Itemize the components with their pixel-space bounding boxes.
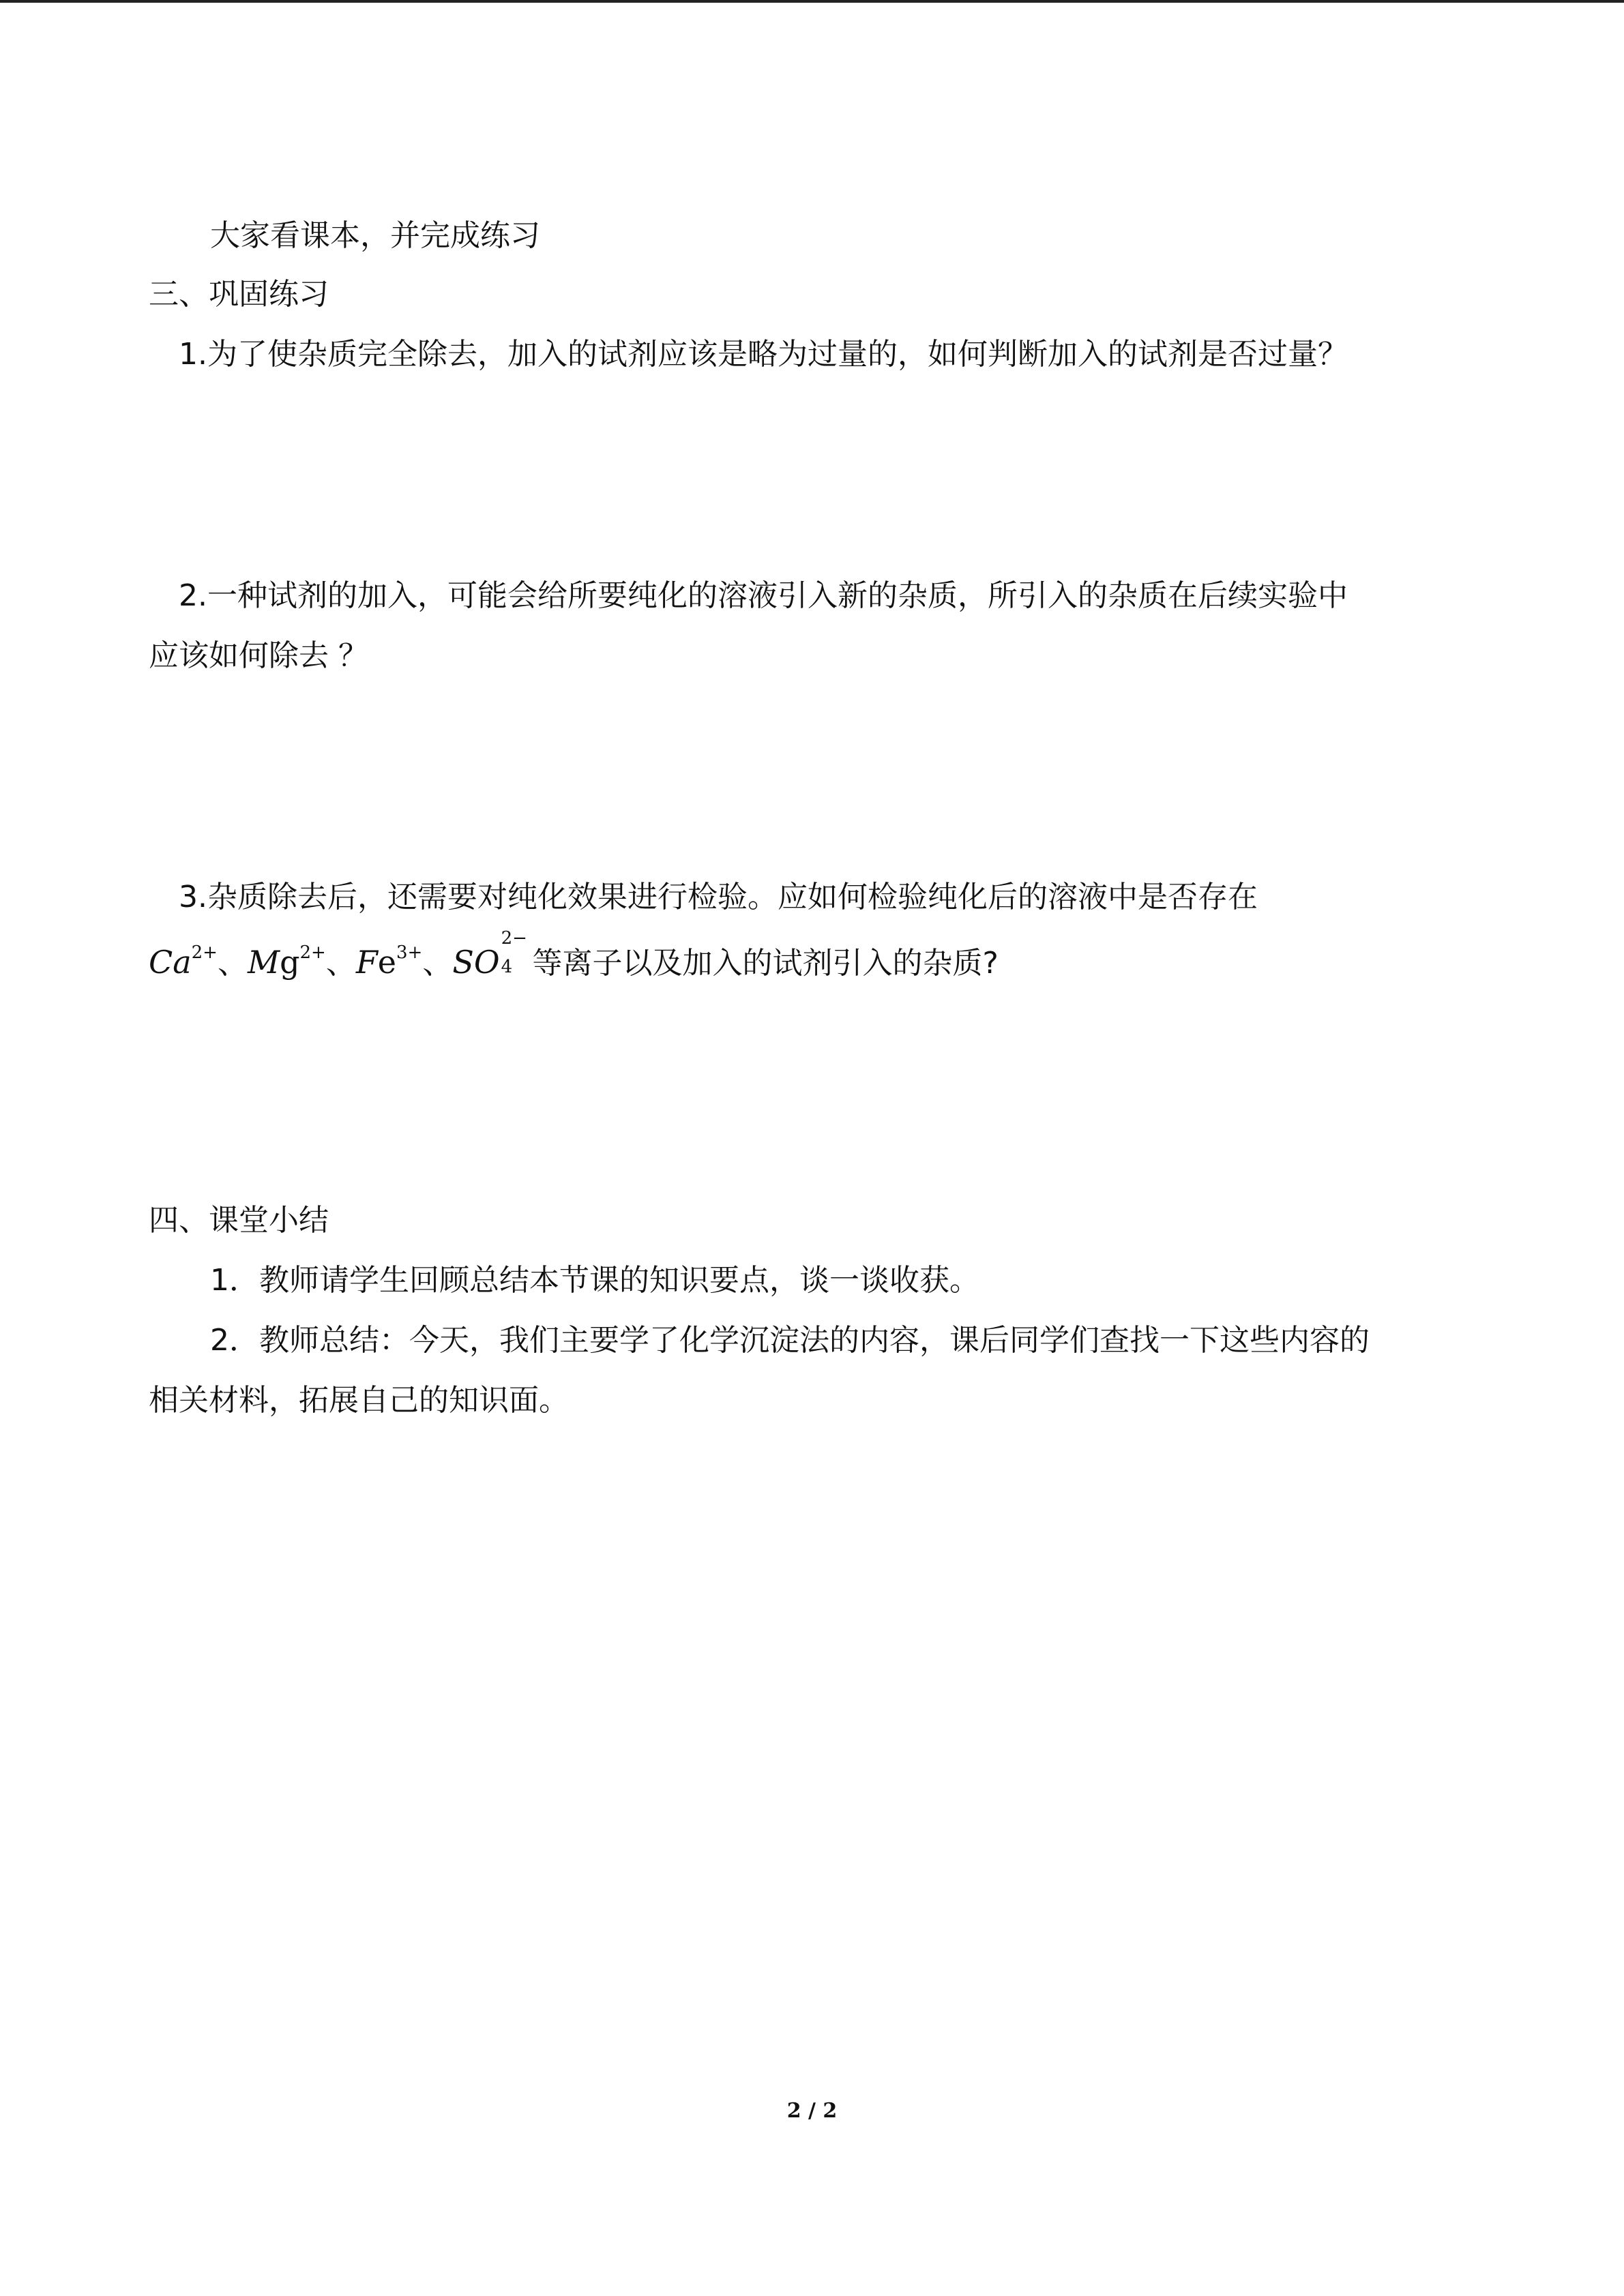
summary-item-2-line-1: 2．教师总结：今天，我们主要学了化学沉淀法的内容，课后同学们查找一下这些内容的 — [210, 1323, 1370, 1358]
question-3-line-1: 3.杂质除去后，还需要对纯化效果进行检验。应如何检验纯化后的溶液中是否存在 — [179, 880, 1258, 914]
section-3-heading: 三、巩固练习 — [149, 277, 329, 312]
question-3-line-2 — [149, 928, 999, 987]
question-2-line-1: 2.一种试剂的加入，可能会给所要纯化的溶液引入新的杂质，所引入的杂质在后续实验中 — [179, 578, 1348, 613]
section-4-heading: 四、课堂小结 — [149, 1203, 329, 1238]
separator: 、 — [217, 946, 248, 981]
page-number: 2 / 2 — [786, 2099, 838, 2123]
summary-item-1: 1．教师请学生回顾总结本节课的知识要点，谈一谈收获。 — [210, 1263, 979, 1298]
summary-item-2-line-2: 相关材料，拓展自己的知识面。 — [149, 1383, 569, 1418]
intro-line: 大家看课本，并完成练习 — [210, 218, 540, 253]
question-1: 1.为了使杂质完全除去，加入的试剂应该是略为过量的，如何判断加入的试剂是否过量？ — [179, 337, 1348, 372]
calcium-ion-formula: $Ca^{2+}$ — [149, 942, 218, 981]
question-2-line-2: 应该如何除去 ？ — [149, 638, 368, 673]
iron-ion-formula: $Fe^{3+}$ — [355, 942, 423, 981]
top-border-rule — [0, 0, 1624, 3]
sulfate-ion-formula: SO 2− 4 — [452, 928, 527, 981]
magnesium-ion-formula: $Mg^{2+}$ — [247, 942, 326, 981]
separator: 、 — [422, 946, 453, 981]
separator: 、 — [325, 946, 356, 981]
question-3-line-2-text: 等离子以及加入的试剂引入的杂质? — [522, 946, 999, 981]
